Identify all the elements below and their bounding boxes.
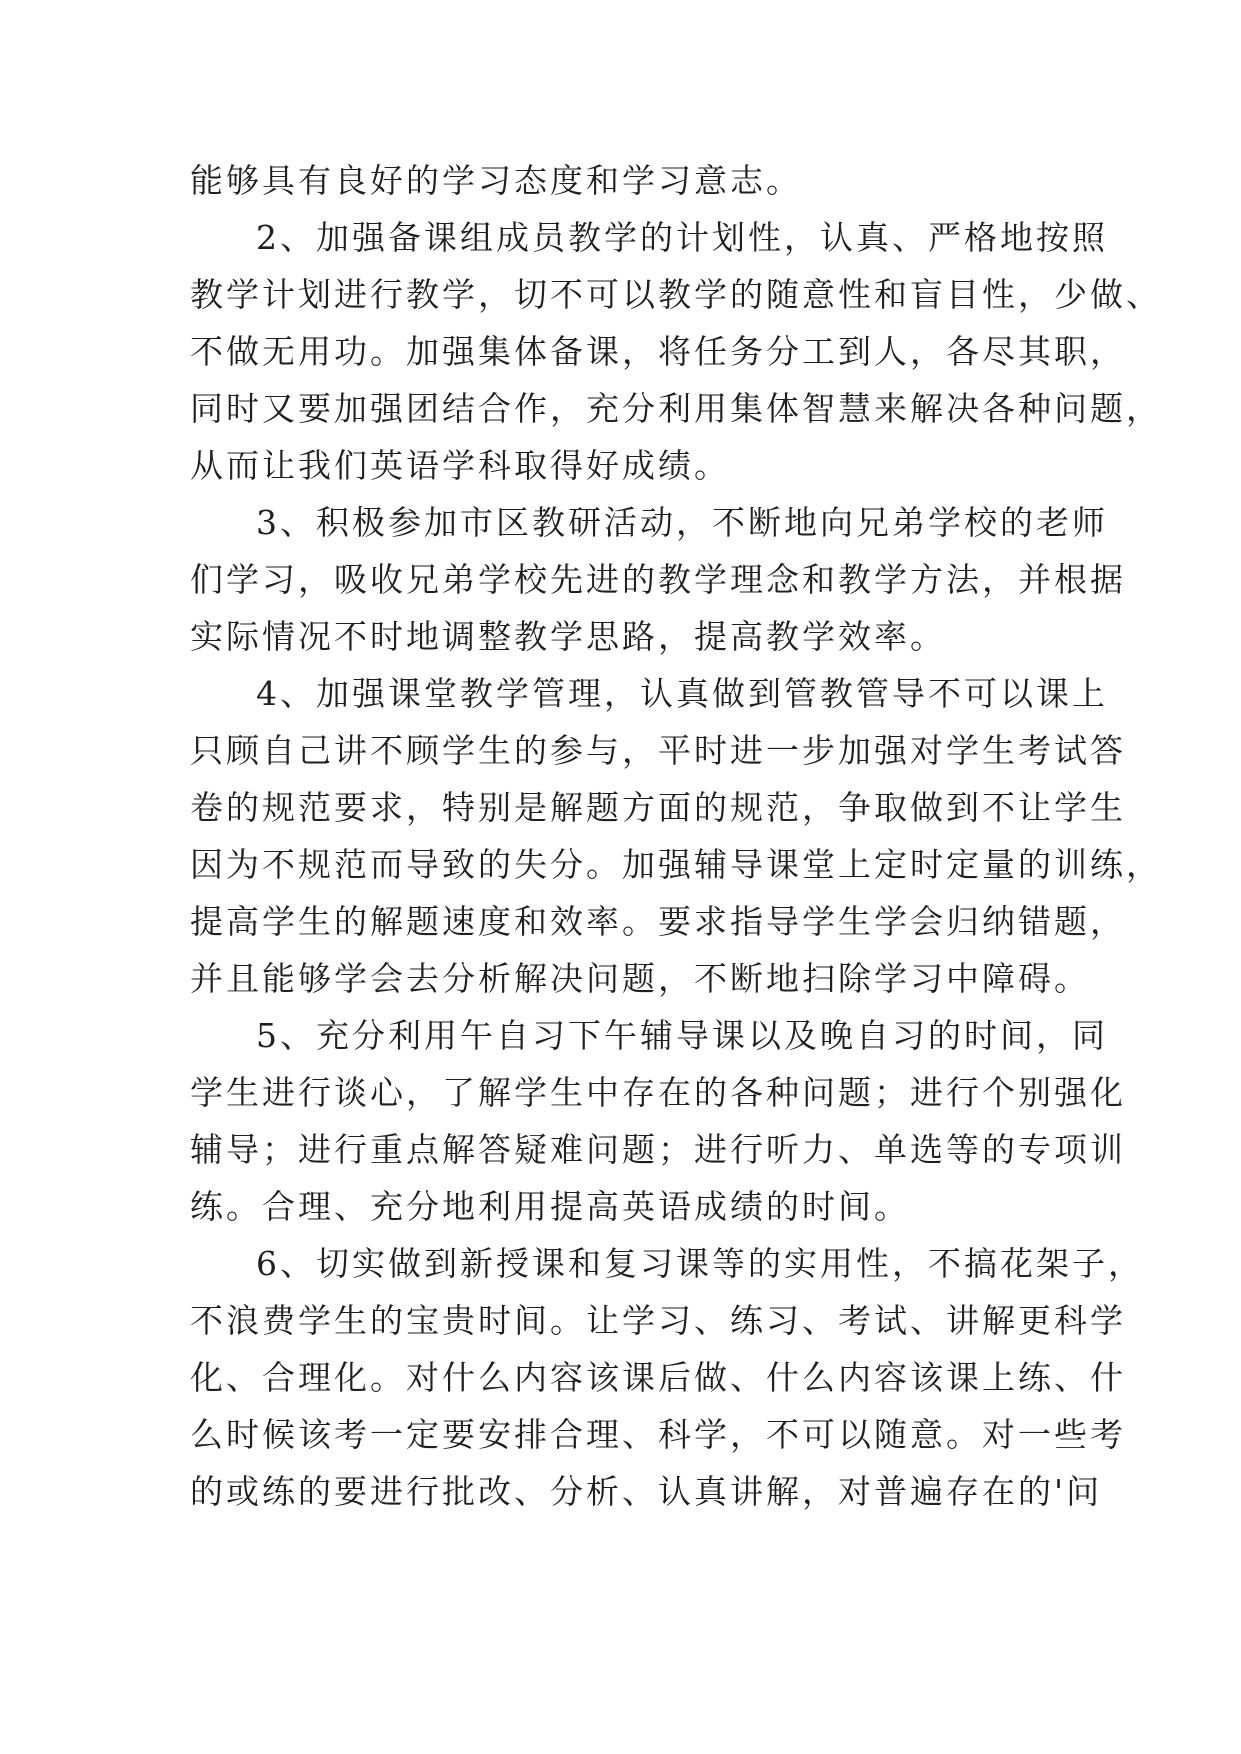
text-line: 化、合理化。对什么内容该课后做、什么内容该课上练、什 bbox=[190, 1358, 1126, 1397]
text-line: 们学习，吸收兄弟学校先进的教学理念和教学方法，并根据 bbox=[190, 560, 1126, 599]
text-line: 同时又要加强团结合作，充分利用集体智慧来解决各种问题， bbox=[190, 389, 1162, 428]
paragraph-4-start: 4、加强课堂教学管理，认真做到管教管导不可以课上 bbox=[256, 674, 1108, 713]
text-line: 不做无用功。加强集体备课，将任务分工到人，各尽其职， bbox=[190, 332, 1126, 371]
paragraph-3-start: 3、积极参加市区教研活动，不断地向兄弟学校的老师 bbox=[256, 503, 1108, 542]
text-line: 实际情况不时地调整教学思路，提高教学效率。 bbox=[190, 617, 946, 656]
paragraph-2-start: 2、加强备课组成员教学的计划性，认真、严格地按照 bbox=[256, 218, 1108, 257]
text-line: 练。合理、充分地利用提高英语成绩的时间。 bbox=[190, 1187, 910, 1226]
text-line: 只顾自己讲不顾学生的参与，平时进一步加强对学生考试答 bbox=[190, 731, 1126, 770]
text-line: 的或练的要进行批改、分析、认真讲解，对普遍存在的'问 bbox=[190, 1472, 1103, 1511]
paragraph-6-start: 6、切实做到新授课和复习课等的实用性，不搞花架子， bbox=[256, 1244, 1144, 1283]
text-line: 卷的规范要求，特别是解题方面的规范，争取做到不让学生 bbox=[190, 788, 1126, 827]
text-line: 能够具有良好的学习态度和学习意志。 bbox=[190, 161, 802, 200]
paragraph-5-start: 5、充分利用午自习下午辅导课以及晚自习的时间，同 bbox=[256, 1016, 1108, 1055]
text-line: 因为不规范而导致的失分。加强辅导课堂上定时定量的训练， bbox=[190, 845, 1162, 884]
document-body bbox=[190, 152, 1162, 1520]
text-line: 不浪费学生的宝贵时间。让学习、练习、考试、讲解更科学 bbox=[190, 1301, 1126, 1340]
text-line: 学生进行谈心，了解学生中存在的各种问题；进行个别强化 bbox=[190, 1073, 1126, 1112]
text-line: 提高学生的解题速度和效率。要求指导学生学会归纳错题， bbox=[190, 902, 1126, 941]
text-line: 教学计划进行教学，切不可以教学的随意性和盲目性，少做、 bbox=[190, 275, 1162, 314]
text-line: 辅导；进行重点解答疑难问题；进行听力、单选等的专项训 bbox=[190, 1130, 1126, 1169]
text-line: 从而让我们英语学科取得好成绩。 bbox=[190, 446, 730, 485]
text-line: 么时候该考一定要安排合理、科学，不可以随意。对一些考 bbox=[190, 1415, 1126, 1454]
text-line: 并且能够学会去分析解决问题，不断地扫除学习中障碍。 bbox=[190, 959, 1090, 998]
